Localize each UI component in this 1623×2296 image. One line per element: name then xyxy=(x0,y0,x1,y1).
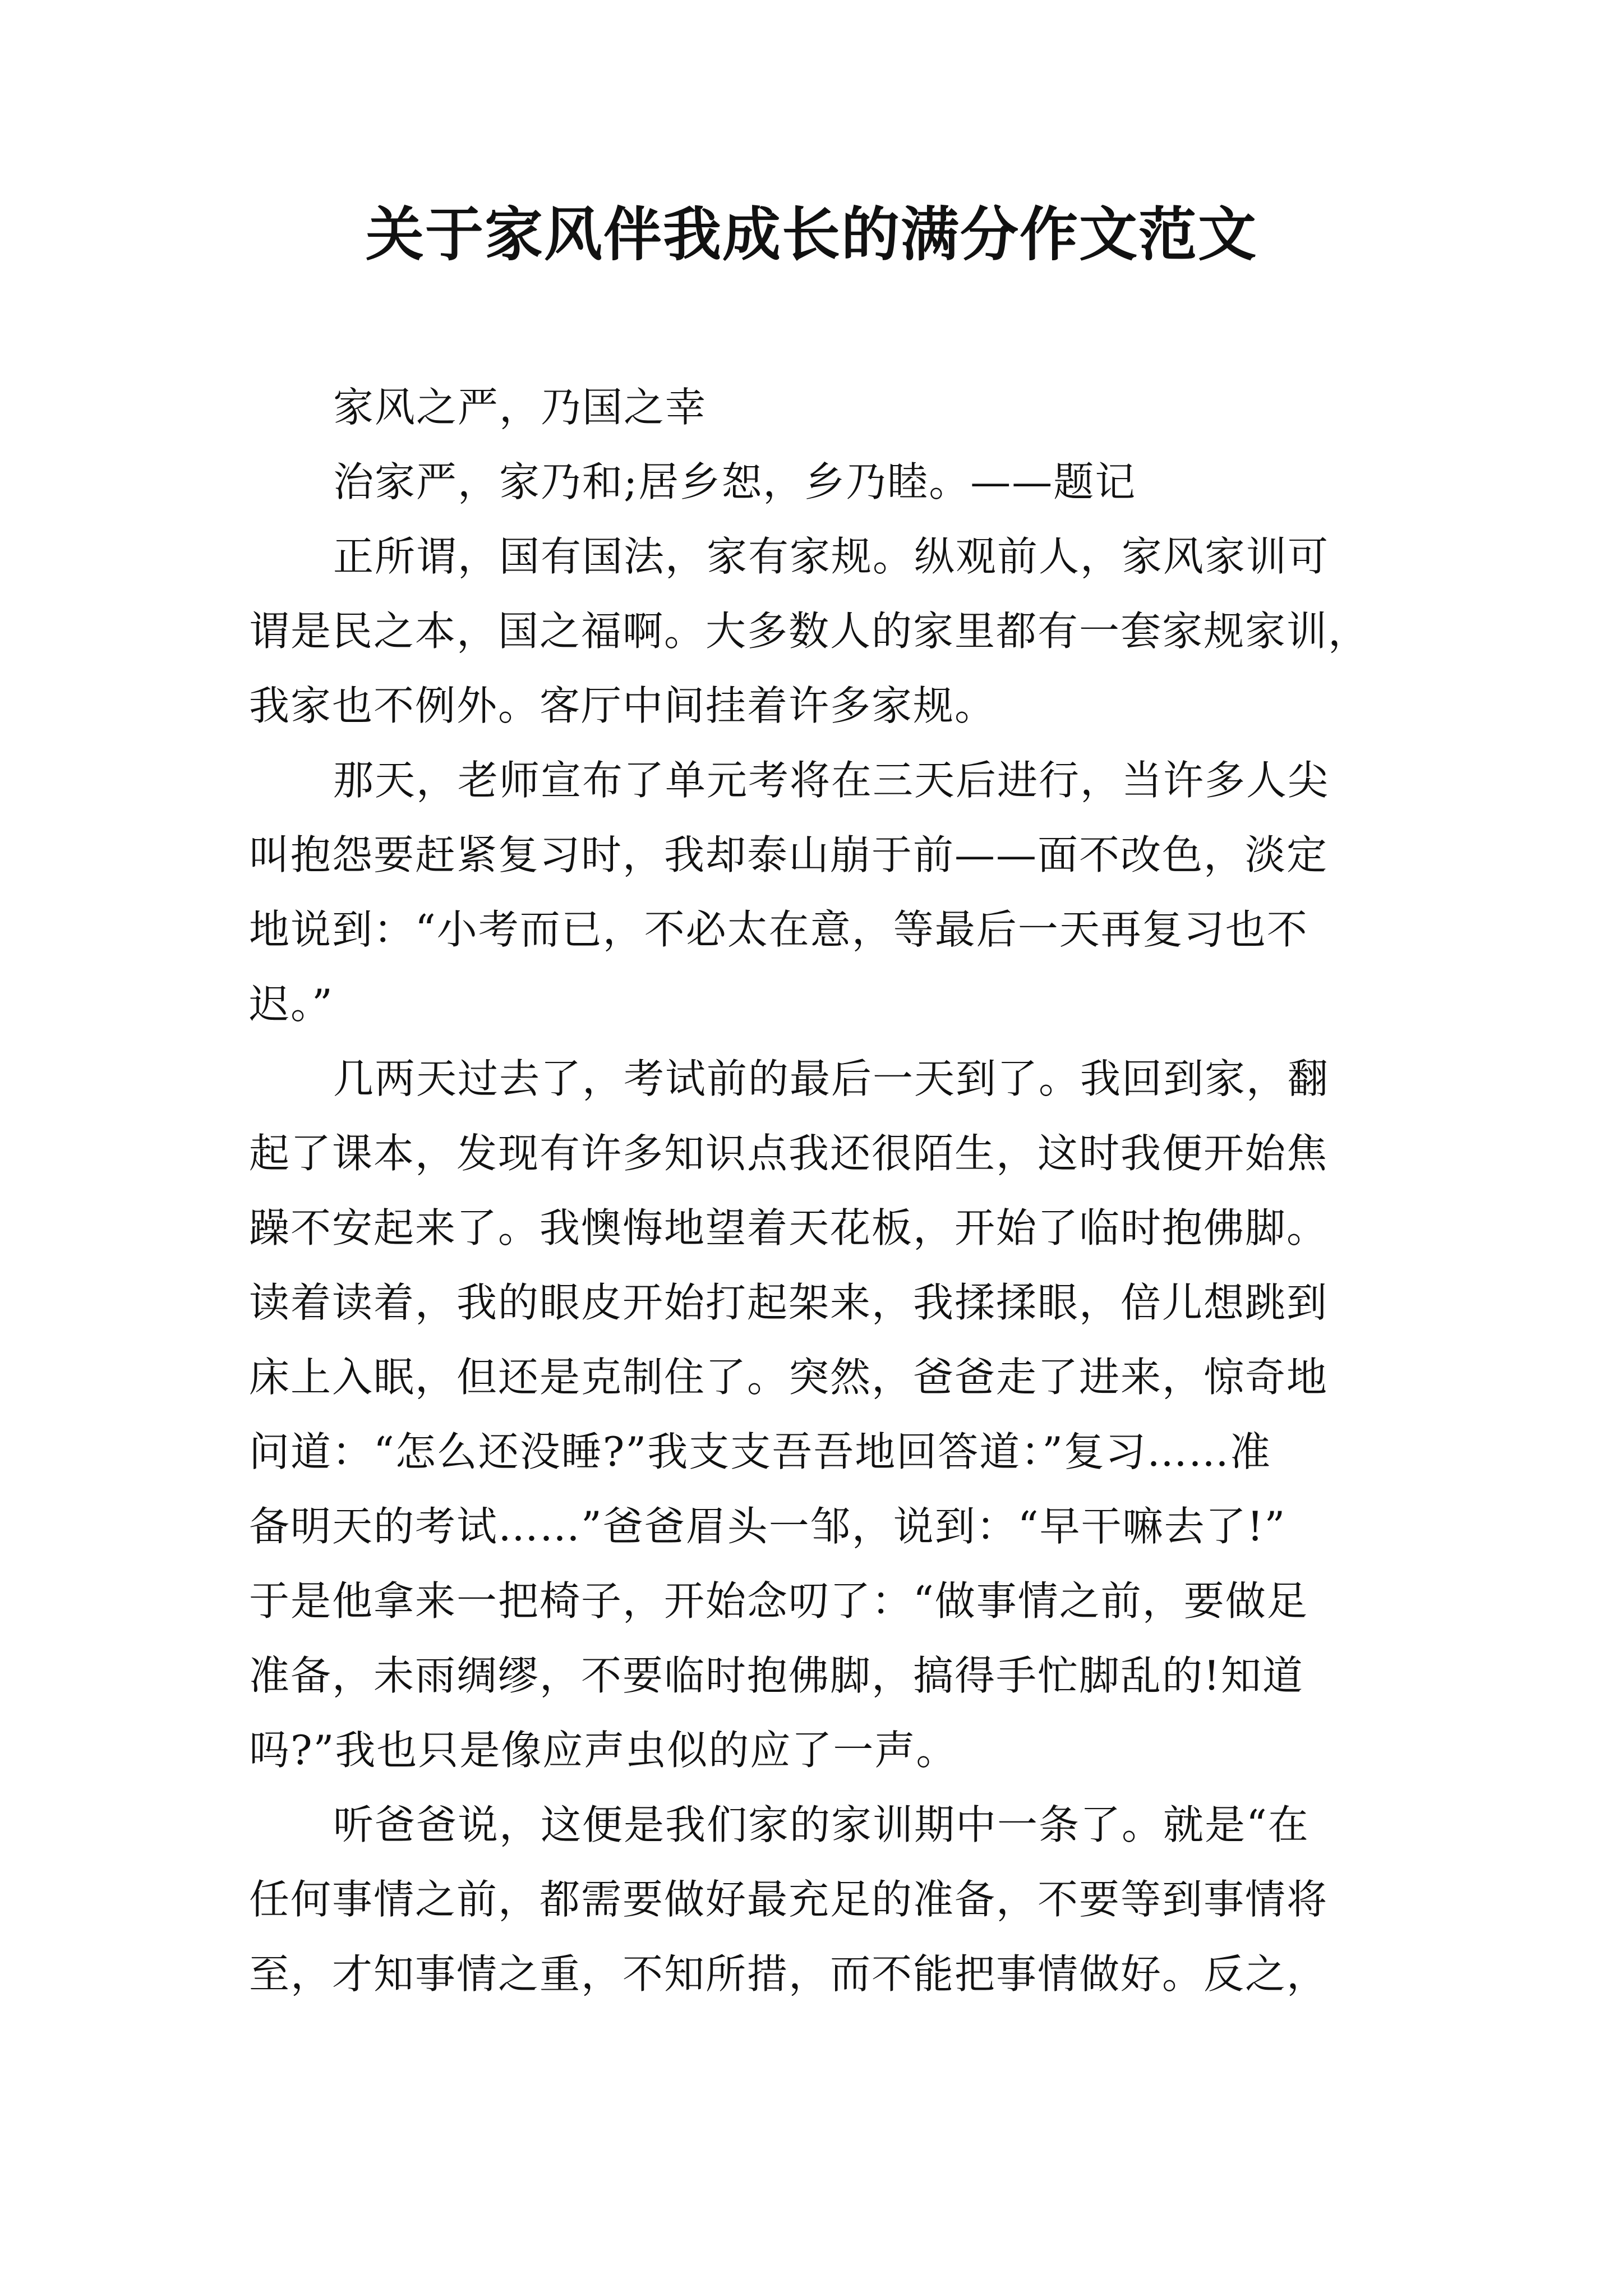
paragraph-line: 吗?”我也只是像应声虫似的应了一声。 xyxy=(249,1727,958,1774)
paragraph-line: 至，才知事情之重，不知所措，而不能把事情做好。反之， xyxy=(249,1950,1329,1998)
paragraph-line: 问道：“怎么还没睡?”我支支吾吾地回答道：”复习……准 xyxy=(249,1428,1272,1475)
paragraph-line: 我家也不例外。客厅中间挂着许多家规。 xyxy=(249,682,997,729)
paragraph-line: 叫抱怨要赶紧复习时，我却泰山崩于前——面不改色，淡定 xyxy=(249,831,1329,878)
paragraph-line: 床上入眠，但还是克制住了。突然，爸爸走了进来，惊奇地 xyxy=(249,1354,1329,1401)
paragraph-line: 听爸爸说，这便是我们家的家训期中一条了。就是“在 xyxy=(333,1801,1310,1848)
paragraph-line: 躁不安起来了。我懊悔地望着天花板，开始了临时抱佛脚。 xyxy=(249,1204,1329,1251)
paragraph-line: 准备，未雨绸缪，不要临时抱佛脚，搞得手忙脚乱的!知道 xyxy=(249,1652,1304,1699)
paragraph-line: 谓是民之本，国之福啊。大多数人的家里都有一套家规家训， xyxy=(249,608,1370,655)
paragraph-line: 那天，老师宣布了单元考将在三天后进行，当许多人尖 xyxy=(333,757,1330,804)
paragraph-line: 迟。” xyxy=(249,981,334,1028)
paragraph-line: 起了课本，发现有许多知识点我还很陌生，这时我便开始焦 xyxy=(249,1130,1329,1177)
paragraph-line: 任何事情之前，都需要做好最充足的准备，不要等到事情将 xyxy=(249,1876,1329,1923)
paragraph-line: 备明天的考试……”爸爸眉头一邹，说到：“早干嘛去了!” xyxy=(249,1503,1287,1550)
document-body xyxy=(249,370,1376,2012)
paragraph-line: 治家严，家乃和;居乡恕，乡乃睦。——题记 xyxy=(333,458,1137,505)
paragraph-line: 几两天过去了，考试前的最后一天到了。我回到家，翻 xyxy=(333,1055,1330,1102)
paragraph-line: 地说到：“小考而已，不必太在意，等最后一天再复习也不 xyxy=(249,906,1308,953)
paragraph-line: 家风之严，乃国之幸 xyxy=(333,384,707,431)
paragraph-line: 于是他拿来一把椅子，开始念叨了：“做事情之前，要做足 xyxy=(249,1577,1308,1625)
document-title: 关于家风伴我成长的满分作文范文 xyxy=(365,200,1257,269)
paragraph-line: 正所谓，国有国法，家有家规。纵观前人，家风家训可 xyxy=(333,533,1330,580)
paragraph-line: 读着读着，我的眼皮开始打起架来，我揉揉眼，倍儿想跳到 xyxy=(249,1279,1329,1326)
